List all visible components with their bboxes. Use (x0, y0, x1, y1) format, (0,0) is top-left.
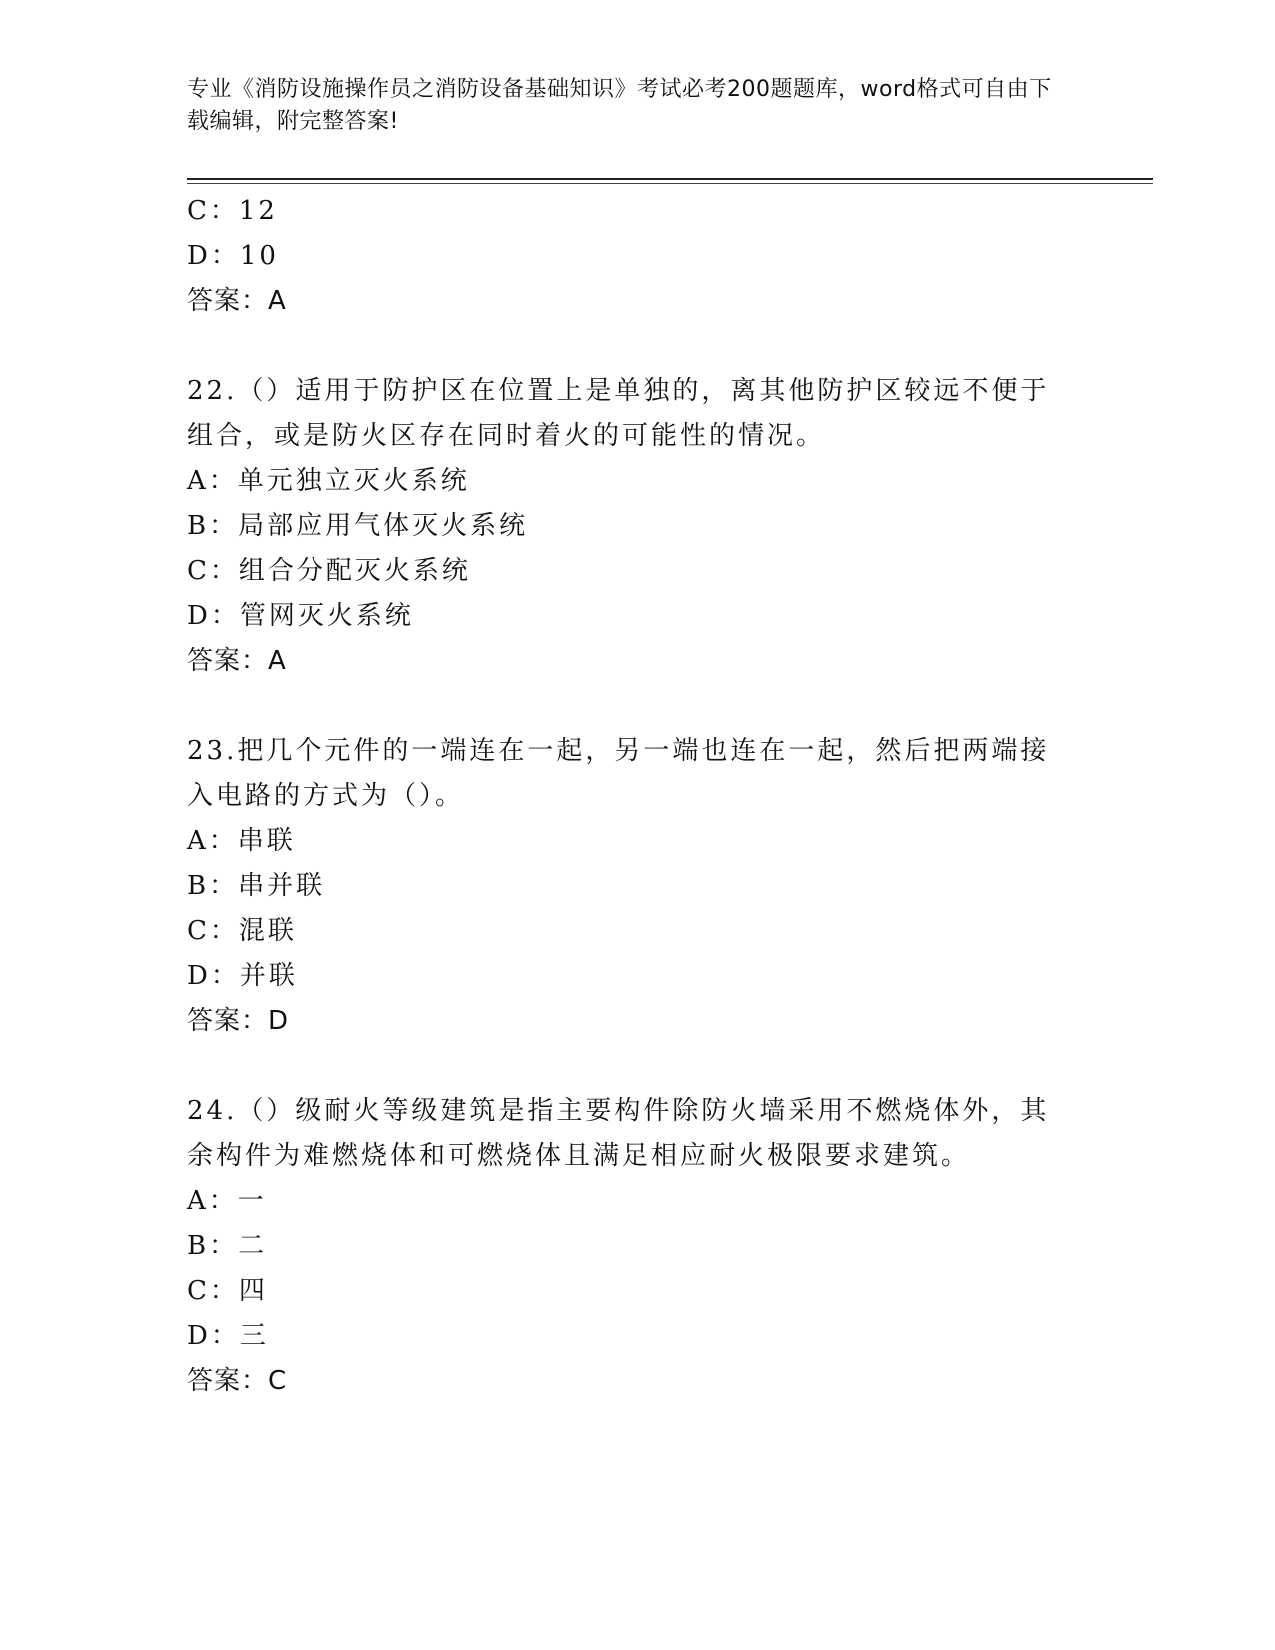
question-21-tail (187, 189, 1077, 324)
header-rule-thin (187, 183, 1153, 184)
option-b: B：二 (187, 1231, 268, 1261)
option-d: D：三 (187, 1321, 269, 1351)
document-body (187, 189, 1077, 1404)
question-23 (187, 729, 1077, 1044)
option-d: D：管网灭火系统 (187, 601, 414, 631)
answer-line: 答案：C (187, 1366, 288, 1396)
header-title: 专业《消防设施操作员之消防设备基础知识》考试必考200题题库，word格式可自由下载编辑，附完整答案! (187, 77, 1052, 134)
header-rule-thick (187, 178, 1153, 180)
document-header (187, 74, 1067, 138)
question-stem: 24.（）级耐火等级建筑是指主要构件除防火墙采用不燃烧体外，其余构件为难燃烧体和可燃烧体且满足相应耐火极限要求建筑。 (187, 1096, 1050, 1171)
option-b: B：局部应用气体灭火系统 (187, 511, 529, 541)
option-d: D：并联 (187, 961, 298, 991)
question-24 (187, 1089, 1077, 1404)
question-stem: 22.（）适用于防护区在位置上是单独的，离其他防护区较远不便于组合，或是防火区存在同时着火的可能性的情况。 (187, 376, 1050, 451)
option-d: D：10 (187, 241, 279, 271)
option-a: A：一 (187, 1186, 267, 1216)
answer-line: 答案：A (187, 286, 287, 316)
question-stem: 23.把几个元件的一端连在一起，另一端也连在一起，然后把两端接入电路的方式为（）。 (187, 736, 1050, 811)
option-b: B：串并联 (187, 871, 326, 901)
option-c: C：四 (187, 1276, 268, 1306)
option-c: C：混联 (187, 916, 297, 946)
option-a: A：单元独立灭火系统 (187, 466, 470, 496)
option-c: C：12 (187, 196, 278, 226)
question-22 (187, 369, 1077, 684)
answer-line: 答案：A (187, 646, 287, 676)
answer-line: 答案：D (187, 1006, 290, 1036)
option-c: C：组合分配灭火系统 (187, 556, 471, 586)
option-a: A：串联 (187, 826, 296, 856)
